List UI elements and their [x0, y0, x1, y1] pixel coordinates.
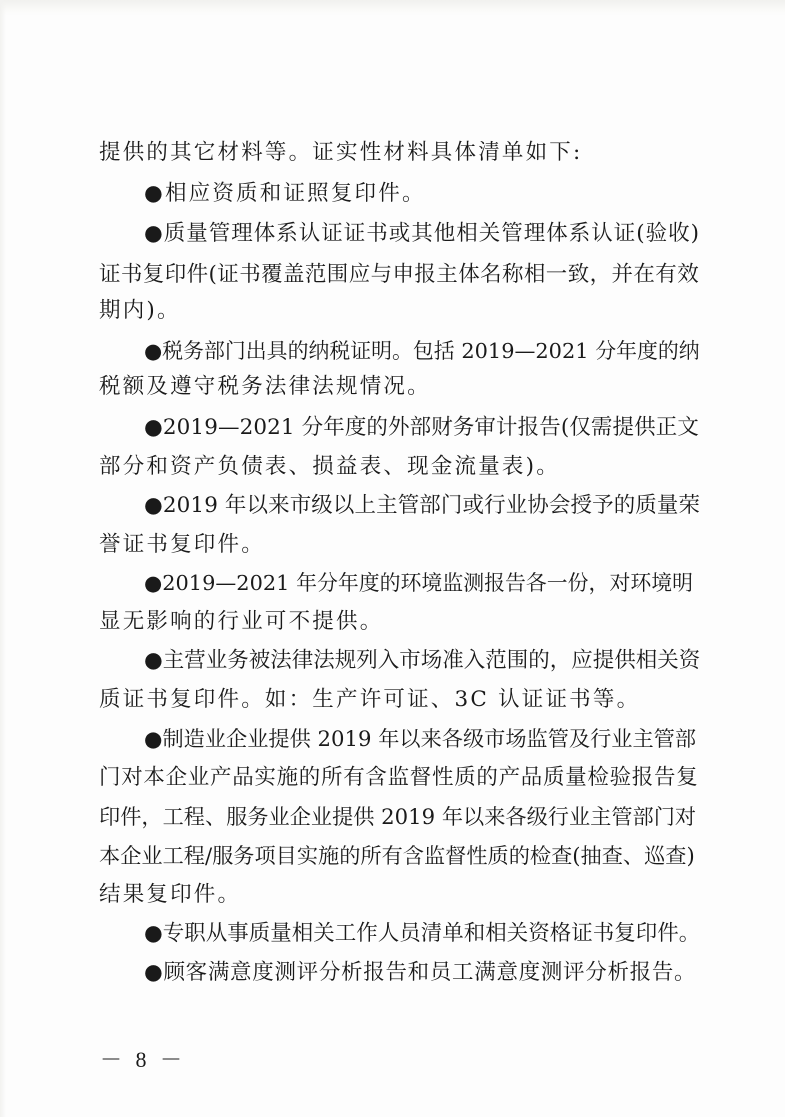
text-line: 本企业工程/服务项目实施的所有含监督性质的检查(抽查、巡查) — [99, 843, 695, 868]
scan-top-shadow — [0, 0, 785, 16]
text-line: 门对本企业产品实施的所有含监督性质的产品质量检验报告复 — [99, 765, 699, 790]
page-number: － 8 － — [100, 1047, 187, 1072]
bullet-item: ●顾客满意度测评分析报告和员工满意度测评分析报告。 — [144, 960, 697, 985]
bullet-item: ●2019—2021 年分年度的环境监测报告各一份，对环境明 — [144, 571, 694, 595]
bullet-item: ●专职从事质量相关工作人员清单和相关资格证书复印件。 — [144, 921, 701, 946]
text-line: 誉证书复印件。 — [99, 532, 265, 557]
bullet-item: ●制造业企业提供 2019 年以来各级市场监管及行业主管部 — [144, 726, 697, 751]
text-line: 印件，工程、服务业企业提供 2019 年以来各级行业主管部门对 — [99, 804, 697, 829]
bullet-item: ●相应资质和证照复印件。 — [144, 181, 426, 206]
bullet-item: ●质量管理体系认证证书或其他相关管理体系认证(验收) — [144, 221, 701, 246]
text-line: 提供的其它材料等。证实性材料具体清单如下: — [99, 140, 583, 165]
text-line: 证书复印件(证书覆盖范围应与申报主体名称相一致，并在有效 — [99, 262, 700, 287]
bullet-item: ●2019—2021 分年度的外部财务审计报告(仅需提供正文 — [144, 415, 699, 440]
bullet-item: ●主营业务被法律法规列入市场准入范围的，应提供相关资 — [144, 648, 701, 673]
bullet-item: ●2019 年以来市级以上主管部门或行业协会授予的质量荣 — [144, 493, 701, 518]
scan-left-shadow — [0, 0, 6, 1117]
text-line: 显无影响的行业可不提供。 — [99, 609, 384, 634]
bullet-item: ●税务部门出具的纳税证明。包括 2019—2021 分年度的纳 — [144, 339, 700, 363]
text-line: 结果复印件。 — [99, 882, 242, 907]
text-line: 税额及遵守税务法律法规情况。 — [99, 374, 431, 399]
text-line: 期内)。 — [99, 298, 181, 323]
text-line: 部分和资产负债表、损益表、现金流量表)。 — [99, 454, 560, 479]
text-line: 质证书复印件。如：生产许可证、3C 认证证书等。 — [99, 687, 641, 712]
